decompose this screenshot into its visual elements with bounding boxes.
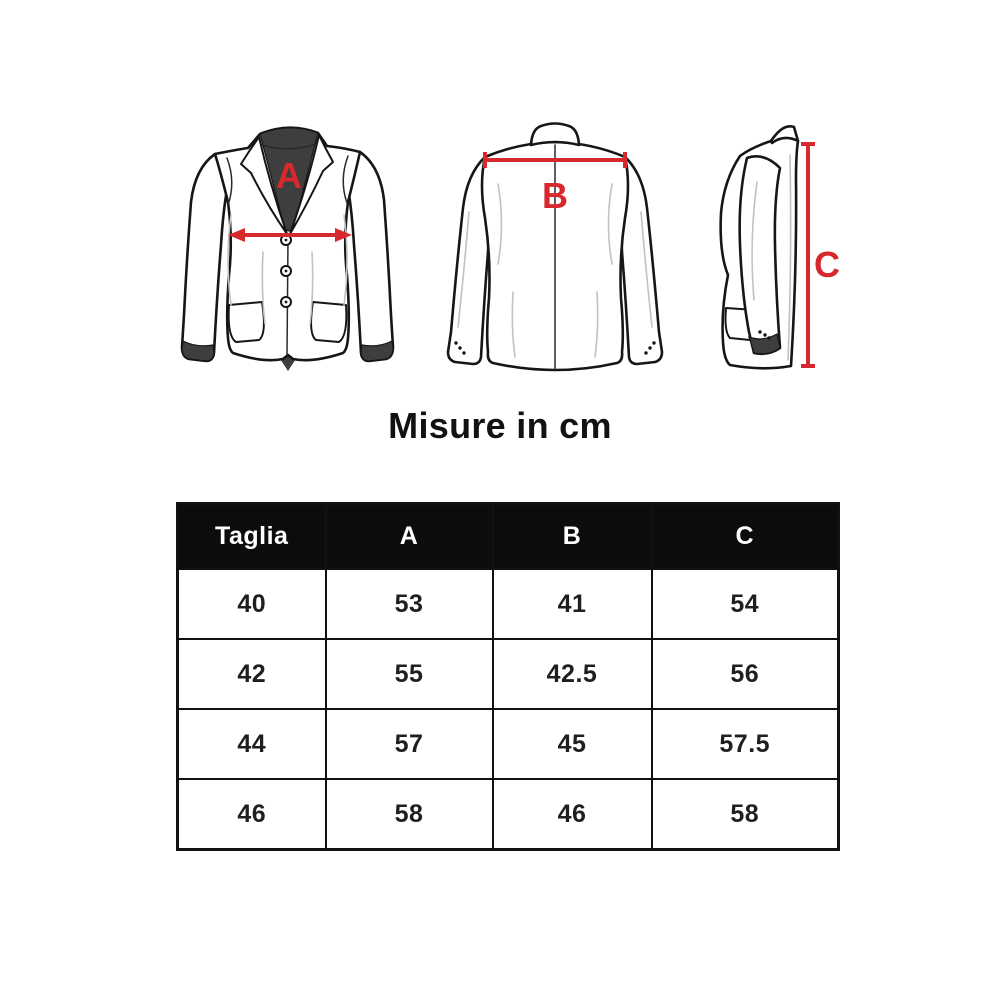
measure-label-c: C	[814, 244, 840, 285]
front-left-sleeve	[182, 154, 227, 361]
side-cuff-button	[758, 330, 761, 333]
measure-label-a: A	[276, 155, 302, 196]
column-header-b: B	[493, 504, 652, 570]
column-header-a: A	[326, 504, 493, 570]
table-cell: 54	[652, 569, 839, 639]
back-left-cuff-button	[454, 341, 457, 344]
table-cell: 58	[652, 779, 839, 850]
table-cell-size: 44	[178, 709, 326, 779]
side-cuff-button	[763, 333, 766, 336]
front-button-3-hole	[285, 301, 288, 304]
table-row	[178, 779, 839, 850]
front-right-pocket	[311, 302, 346, 342]
page-title: Misure in cm	[388, 405, 612, 446]
table-row	[178, 709, 839, 779]
column-header-taglia: Taglia	[178, 504, 326, 570]
table-cell-size: 40	[178, 569, 326, 639]
back-right-cuff-button	[644, 351, 647, 354]
measure-label-b: B	[542, 175, 568, 216]
back-collar	[531, 124, 579, 146]
table-cell: 41	[493, 569, 652, 639]
table-cell: 46	[493, 779, 652, 850]
table-row	[178, 569, 839, 639]
table-cell: 45	[493, 709, 652, 779]
table-cell: 57.5	[652, 709, 839, 779]
column-header-c: C	[652, 504, 839, 570]
size-table	[176, 502, 840, 851]
table-cell: 58	[326, 779, 493, 850]
front-button-1-hole	[285, 239, 288, 242]
table-cell: 56	[652, 639, 839, 709]
table-cell: 55	[326, 639, 493, 709]
front-button-2-hole	[285, 270, 288, 273]
table-row	[178, 639, 839, 709]
table-cell-size: 46	[178, 779, 326, 850]
table-cell: 42.5	[493, 639, 652, 709]
jacket-back-illustration	[443, 112, 668, 374]
table-cell: 53	[326, 569, 493, 639]
jacket-front-illustration	[175, 110, 400, 375]
side-cuff-button	[767, 336, 770, 339]
front-right-sleeve	[348, 152, 393, 361]
back-left-cuff-button	[462, 351, 465, 354]
table-cell: 57	[326, 709, 493, 779]
back-right-cuff-button	[652, 341, 655, 344]
jacket-side-illustration	[697, 110, 847, 375]
back-right-cuff-button	[648, 346, 651, 349]
back-left-cuff-button	[458, 346, 461, 349]
table-header-row	[178, 504, 839, 570]
table-cell-size: 42	[178, 639, 326, 709]
front-left-pocket	[229, 302, 264, 342]
